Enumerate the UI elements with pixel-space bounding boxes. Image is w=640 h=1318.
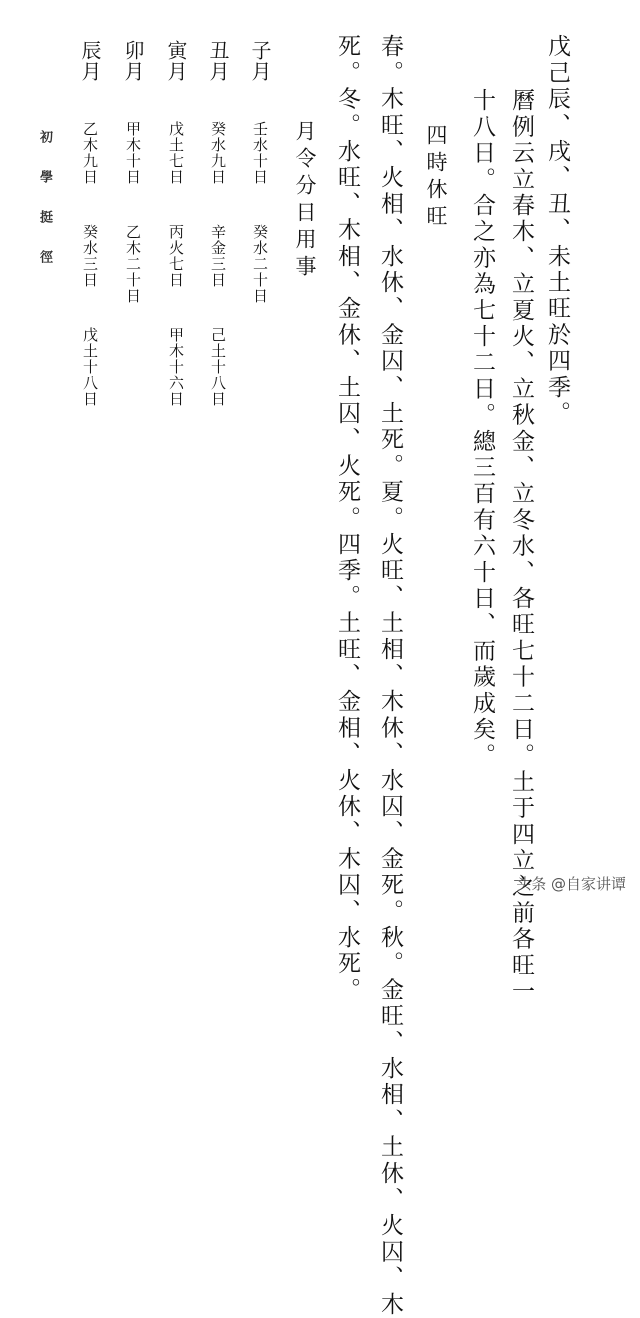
month-part: 乙木二十日: [124, 224, 142, 304]
month-part: 甲木十六日: [167, 327, 185, 407]
month-part: 甲木十日: [124, 121, 142, 185]
month-part: 乙木九日: [81, 121, 99, 185]
month-part: 癸水三日: [81, 224, 99, 288]
month-part: 丙火七日: [167, 224, 185, 288]
text-column-3: 十八日。合之亦為七十二日。總三百有六十日、而歲成矣。: [469, 88, 495, 770]
text-column-6: 死。冬。水旺、木相、金休、土囚、火死。四季。土旺、金相、火休、木囚、水死。: [334, 34, 360, 1004]
text-column-2: 曆例云立春木、立夏火、立秋金、立冬水、各旺七十二日。土于四立之前各旺一: [508, 88, 534, 1005]
text-column-5: 春。木旺、火相、水休、金囚、土死。夏。火旺、土相、木休、水囚、金死。秋。金旺、水相、土休、火囚、木: [377, 34, 403, 1318]
month-part: 戊土七日: [167, 121, 185, 185]
month-part: 辛金三日: [209, 224, 227, 288]
month-column-yin: [166, 40, 186, 407]
section-heading-monthly: 月令分日用事: [293, 120, 317, 282]
month-column-chen: [80, 40, 100, 407]
spine-label: 初學挺徑: [37, 130, 52, 290]
month-label: 子月: [248, 40, 272, 82]
watermark: 头条 @自家讲谭: [516, 875, 626, 893]
month-label: 辰月: [78, 40, 102, 82]
month-part: 戊土十八日: [81, 327, 99, 407]
month-column-zi: [250, 40, 270, 304]
text-column-1: 戊己辰、戌、丑、未土旺於四季。: [544, 34, 570, 427]
month-part: 癸水二十日: [251, 224, 269, 304]
month-label: 寅月: [164, 40, 188, 82]
month-part: 己土十八日: [209, 327, 227, 407]
month-label: 卯月: [121, 40, 145, 82]
month-part: 癸水九日: [209, 121, 227, 185]
month-part: 壬水十日: [251, 121, 269, 185]
month-column-chou: [208, 40, 228, 407]
section-heading-seasons: 四時休旺: [424, 124, 448, 232]
month-label: 丑月: [206, 40, 230, 82]
month-column-mao: [123, 40, 143, 304]
